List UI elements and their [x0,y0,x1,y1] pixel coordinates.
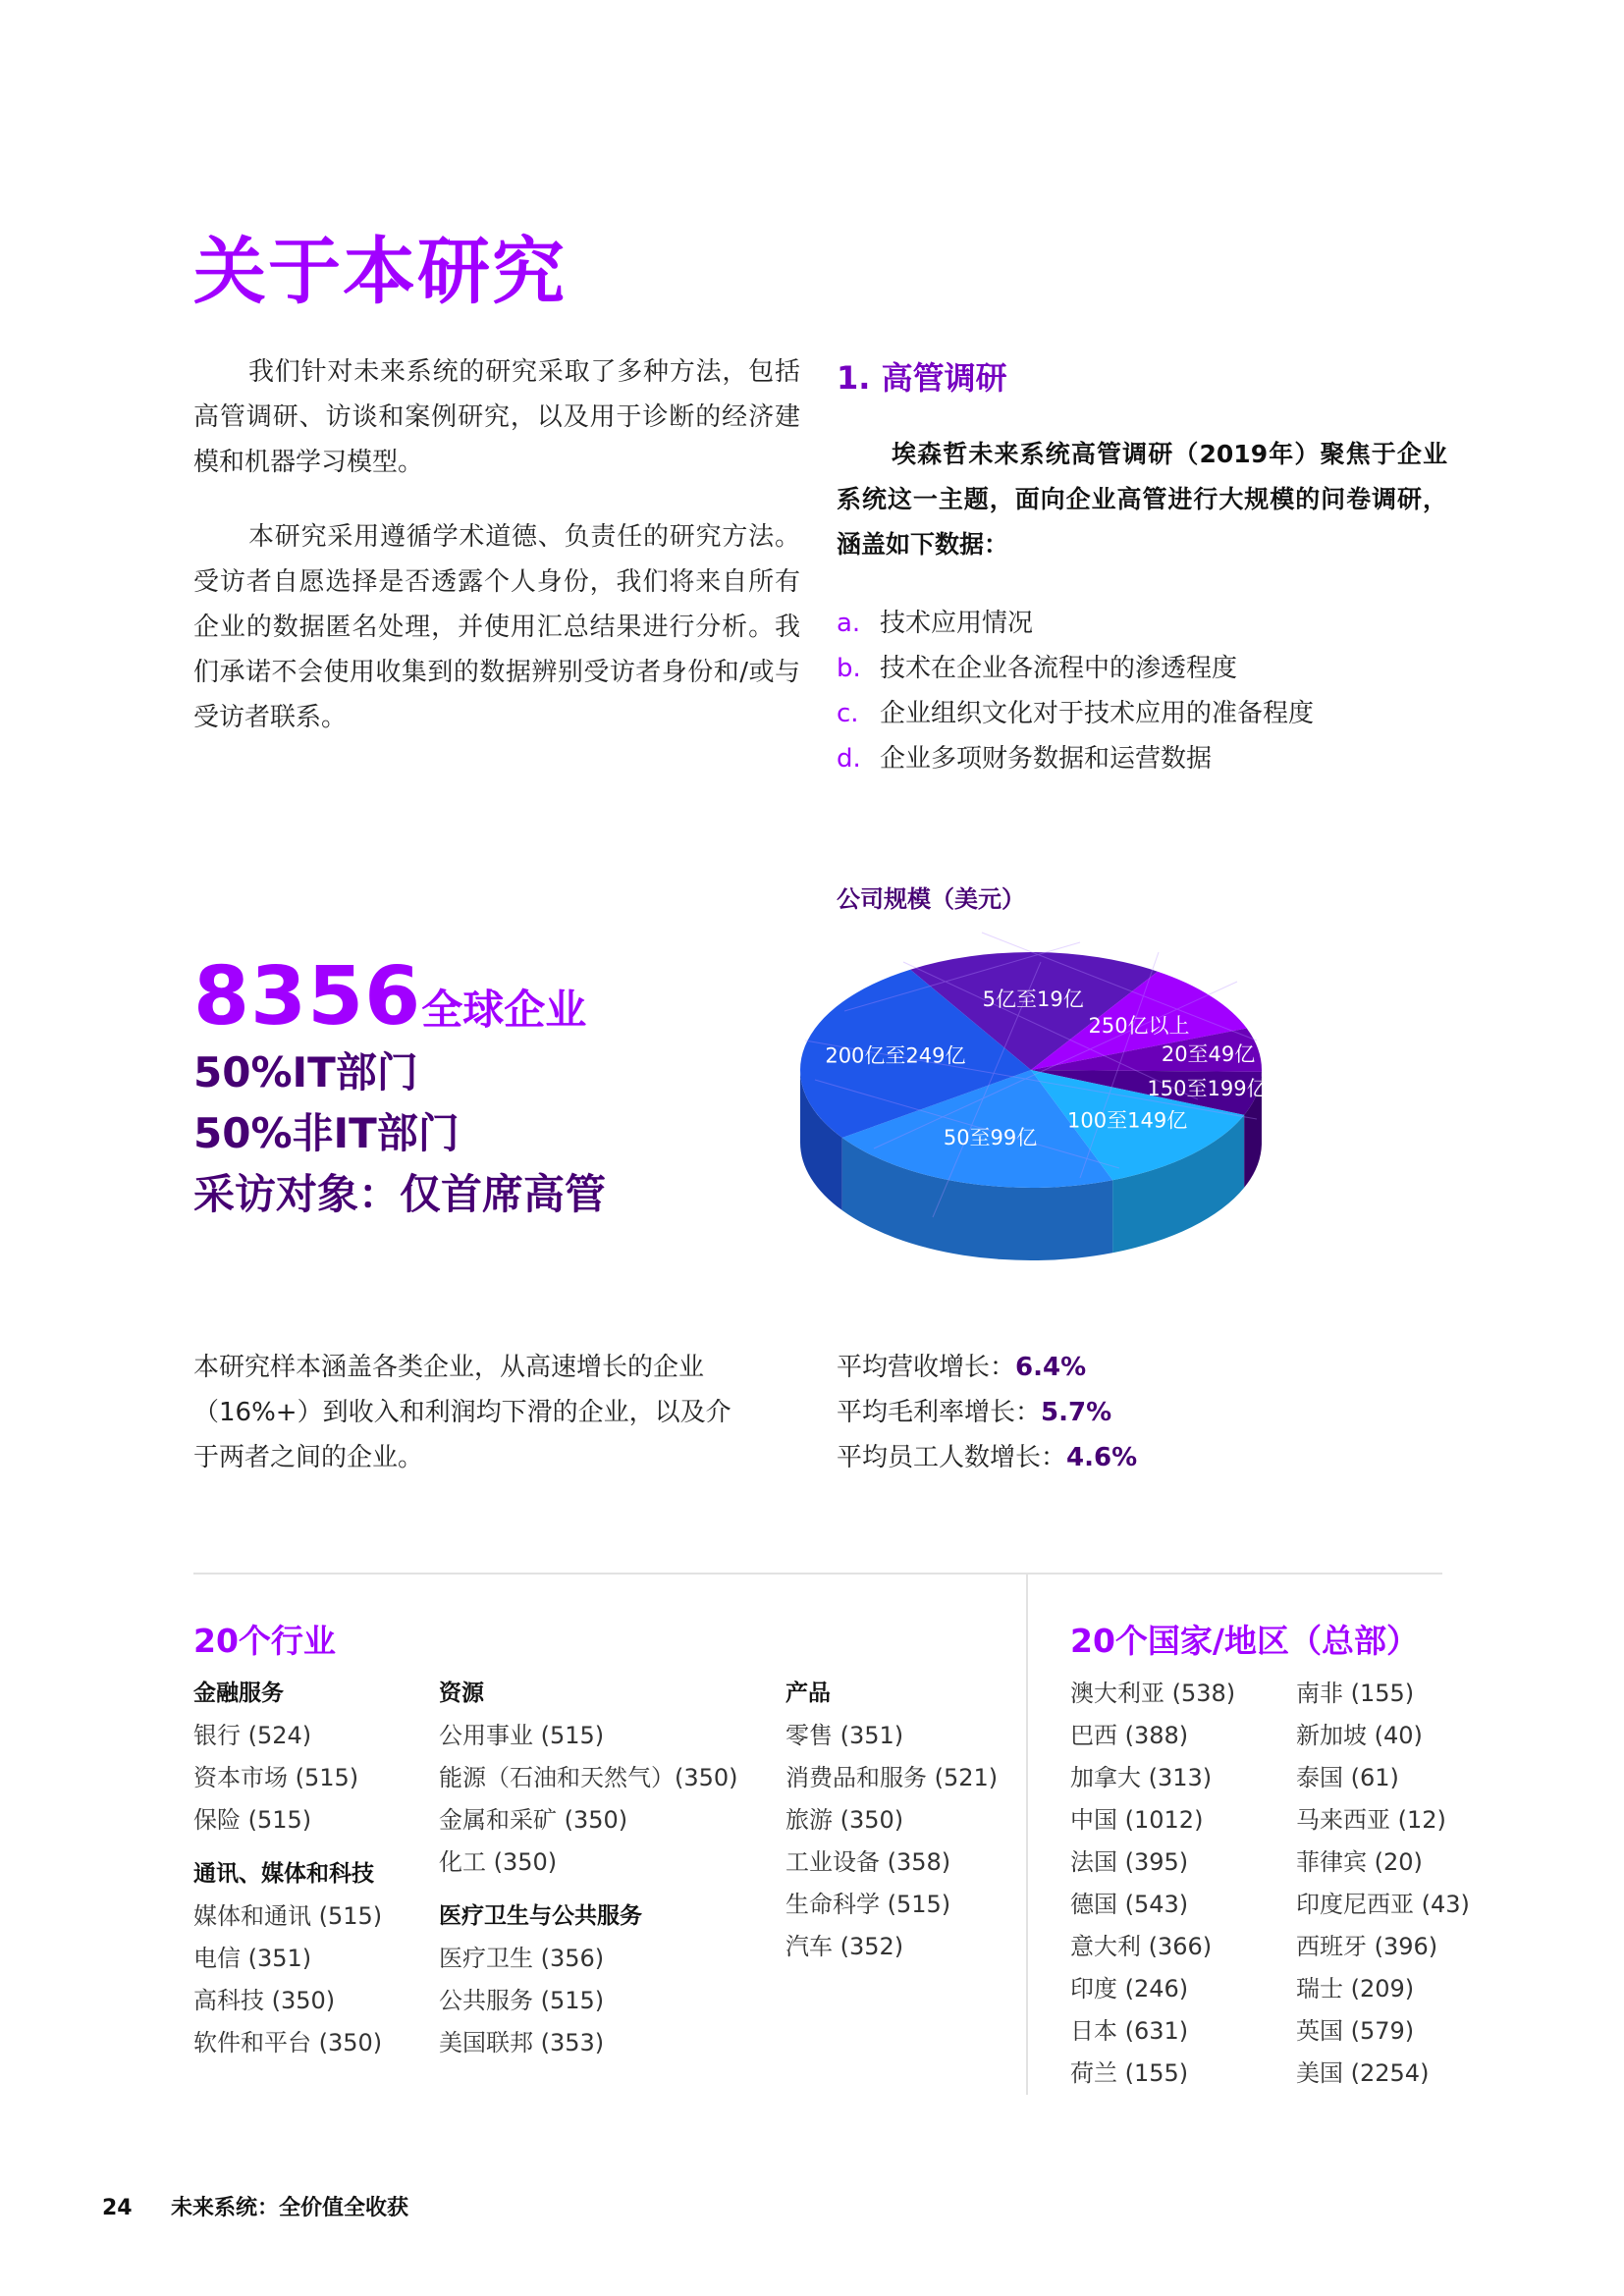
industry-item: 旅游 (350) [785,1806,904,1834]
industry-item: 零售 (351) [785,1722,904,1749]
industry-item: 软件和平台 (350) [193,2029,383,2056]
section-heading: 1. 高管调研 [837,359,1007,397]
pie-slice-label: 5亿至19亿 [982,988,1084,1012]
country-item: 中国 (1012) [1070,1806,1204,1834]
pie-slice-label: 250亿以上 [1088,1013,1190,1038]
industry-group-name: 医疗卫生与公共服务 [439,1903,642,1929]
industry-item: 保险 (515) [193,1806,312,1834]
industry-group-name: 金融服务 [193,1681,284,1706]
footer [102,2191,408,2221]
country-item: 泰国 (61) [1296,1764,1399,1791]
industry-group-name: 产品 [785,1681,831,1706]
metric-margin: 平均毛利率增长：5.7% [837,1398,1112,1427]
country-item: 菲律宾 (20) [1296,1848,1423,1876]
industry-column [785,1675,1011,1968]
country-item: 马来西亚 (12) [1296,1806,1446,1834]
page-title: 关于本研究 [193,230,567,314]
company-count: 8356 [193,950,422,1043]
industry-group-name: 资源 [439,1681,484,1706]
industry-item: 医疗卫生 (356) [439,1945,605,1972]
industry-item: 媒体和通讯 (515) [193,1902,383,1930]
industry-item: 银行 (524) [193,1722,312,1749]
industries-heading: 20个行业 [193,1622,336,1660]
survey-description: 埃森哲未来系统高管调研（2019年）聚焦于企业系统这一主题，面向企业高管进行大规模的问卷调研，涵盖如下数据： [837,440,1447,559]
list-item: d. 企业多项财务数据和运营数据 [837,744,1213,774]
country-item: 法国 (395) [1070,1848,1189,1876]
country-column [1070,1673,1286,2095]
intro-paragraph: 我们针对未来系统的研究采取了多种方法，包括高管调研、访谈和案例研究，以及用于诊断的经济建模和机器学习模型。 [193,357,800,477]
column-divider [1026,1573,1028,2095]
country-column [1296,1673,1542,2095]
industry-item: 高科技 (350) [193,1987,336,2014]
growth-metrics [837,1345,1137,1480]
pie-slice-label: 50至99亿 [943,1125,1038,1149]
country-item: 瑞士 (209) [1296,1975,1415,2002]
industry-item: 生命科学 (515) [785,1891,951,1918]
country-item: 加拿大 (313) [1070,1764,1213,1791]
company-size-pie-chart [785,923,1296,1276]
country-item: 巴西 (388) [1070,1722,1189,1749]
industry-item: 公共服务 (515) [439,1987,605,2014]
metric-revenue: 平均营收增长：6.4% [837,1353,1087,1382]
industry-item: 美国联邦 (353) [439,2029,605,2056]
pie-slice-label: 150至199亿 [1147,1076,1268,1100]
stat-line: 50%IT部门 [193,1048,418,1096]
industry-item: 金属和采矿 (350) [439,1806,628,1834]
headline-lines [193,1042,606,1225]
intro-paragraph: 本研究采用遵循学术道德、负责任的研究方法。受访者自愿选择是否透露个人身份，我们将来自所有企业的数据匿名处理，并使用汇总结果进行分析。我们承诺不会使用收集到的数据辨别受访者身份和/或与受访者联系。 [193,522,800,732]
list-item: b. 技术在企业各流程中的渗透程度 [837,654,1238,683]
country-item: 荷兰 (155) [1070,2059,1189,2087]
industry-item: 公用事业 (515) [439,1722,605,1749]
country-item: 印度尼西亚 (43) [1296,1891,1470,1918]
country-item: 南非 (155) [1296,1680,1415,1707]
country-item: 英国 (579) [1296,2017,1415,2045]
intro-text [193,349,800,770]
countries-heading: 20个国家/地区（总部） [1070,1622,1419,1660]
chart-title: 公司规模（美元） [837,885,1025,913]
pie-slice-label: 20至49亿 [1161,1041,1256,1066]
headline-stat [193,950,586,1043]
pie-slice-label: 100至149亿 [1067,1108,1188,1133]
list-item: a. 技术应用情况 [837,609,1034,638]
country-item: 澳大利亚 (538) [1070,1680,1236,1707]
metric-headcount: 平均员工人数增长：4.6% [837,1443,1138,1472]
footer-title: 未来系统：全价值全收获 [170,2196,408,2220]
country-item: 美国 (2254) [1296,2059,1430,2087]
country-item: 德国 (543) [1070,1891,1189,1918]
industry-item: 化工 (350) [439,1848,558,1876]
section-divider [193,1573,1442,1575]
survey-data-list [837,601,1465,781]
industry-column [439,1675,773,2064]
industry-item: 工业设备 (358) [785,1848,951,1876]
list-item: c. 企业组织文化对于技术应用的准备程度 [837,699,1315,728]
country-item: 印度 (246) [1070,1975,1189,2002]
page-number: 24 [102,2196,133,2220]
country-item: 意大利 (366) [1070,1933,1213,1960]
industry-item: 消费品和服务 (521) [785,1764,999,1791]
pie-slice-label: 200亿至249亿 [825,1043,966,1068]
country-item: 日本 (631) [1070,2017,1189,2045]
industry-item: 能源（石油和天然气）(350) [439,1764,738,1791]
stat-line: 50%非IT部门 [193,1109,460,1157]
country-item: 西班牙 (396) [1296,1933,1438,1960]
industry-group-name: 通讯、媒体和科技 [193,1861,374,1887]
industry-item: 资本市场 (515) [193,1764,359,1791]
industry-item: 汽车 (352) [785,1933,904,1960]
stat-line: 采访对象：仅首席高管 [193,1170,607,1218]
country-item: 新加坡 (40) [1296,1722,1423,1749]
sample-description: 本研究样本涵盖各类企业，从高速增长的企业（16%+）到收入和利润均下滑的企业，以及介于两者之间的企业。 [193,1353,731,1472]
industry-item: 电信 (351) [193,1945,312,1972]
industry-column [193,1675,429,2064]
company-count-label: 全球企业 [421,986,587,1034]
